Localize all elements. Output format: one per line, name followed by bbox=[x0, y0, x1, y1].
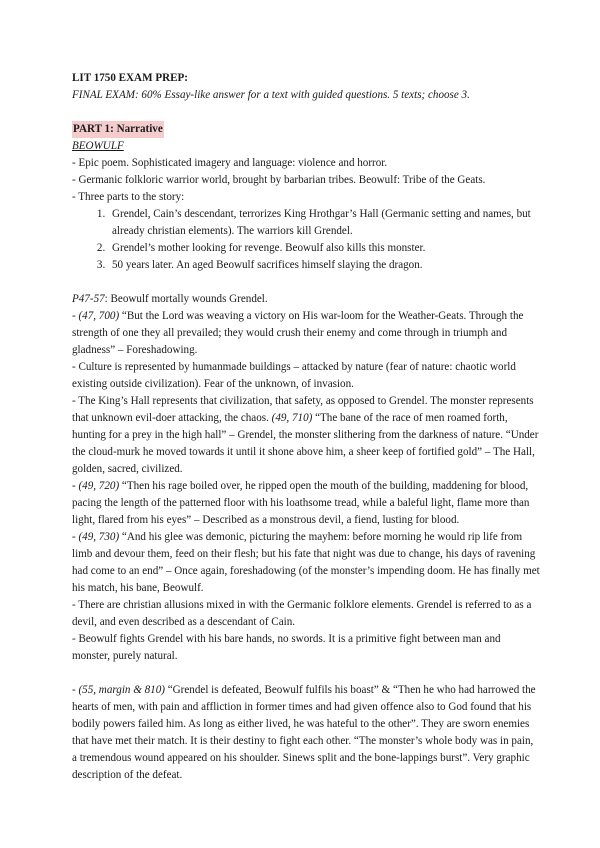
page-reference: (49, 710) bbox=[271, 412, 313, 424]
page-reference: (55, margin & 810) bbox=[78, 684, 165, 696]
exam-description: FINAL EXAM: 60% Essay-like answer for a text with guided questions. 5 texts; choose 3. bbox=[72, 89, 470, 101]
page-reference: P47-57 bbox=[72, 293, 105, 305]
page-reference: (49, 720) bbox=[78, 480, 120, 492]
list-item: 1. Grendel, Cain’s descendant, terrorizes King Hrothgar’s Hall (Germanic setting and names, but already christian elements). The warriors kill Grendel. bbox=[108, 206, 540, 240]
note-paragraph: - (49, 720) “Then his rage boiled over, he ripped open the mouth of the building, maddening for blood, pacing the length of the patterned floor with his loathsome tread, while a baleful light, flame more than light, flared from his eyes” – Described as a monstrous devil, a fiend, lusting for blood. bbox=[72, 480, 530, 526]
book-title: BEOWULF bbox=[72, 140, 124, 152]
note-text: “Grendel is defeated, Beowulf fulfils his boast” & “Then he who had harrowed the hearts of men, with pain and affliction in former times and had given offence also to God found that his bodily powers failed him. As long as either lived, he was hateful to the other”. They are sworn enemies that have met their match. It is their destiny to fight each other. “The monster’s whole body was in pain, a tremendous wound appeared on his shoulder. Sinews split and the bone-lappings burst”. Very graphic description of the defeat. bbox=[72, 684, 536, 781]
note-text: - The King’s Hall represents that civilization, that safety, as opposed to Grendel. The monster represents that unknown evil-doer attacking, the chaos. bbox=[72, 395, 534, 424]
note-paragraph bbox=[72, 291, 540, 308]
note-paragraph: - (49, 730) “And his glee was demonic, picturing the mayhem: before morning he would rip life from limb and devour them, feed on their flesh; but his fate that night was due to change, his days of ravening had come to an end” – Once again, foreshadowing (of the monster’s impending doom. He has finally met his match, his bane, Beowulf. bbox=[72, 531, 540, 594]
part-heading: PART 1: Narrative bbox=[72, 121, 164, 138]
note-text: “But the Lord was weaving a victory on His war-loom for the Weather-Geats. Through the strength of one they all prevailed; they would crush their enemy and come through in triumph and gladness” – Foreshadowing. bbox=[72, 310, 524, 356]
note-text: : Beowulf mortally wounds Grendel. bbox=[104, 293, 268, 305]
note-paragraph: - There are christian allusions mixed in with the Germanic folklore elements. Grendel is referred to as a devil, and even described as a descendant of Cain. bbox=[72, 599, 532, 628]
document-title: LIT 1750 EXAM PREP: bbox=[72, 72, 188, 84]
page-reference: (49, 730) bbox=[78, 531, 120, 543]
note-paragraph bbox=[72, 393, 540, 478]
note-paragraph: - Beowulf fights Grendel with his bare hands, no swords. It is a primitive fight between man and monster, purely natural. bbox=[72, 633, 501, 662]
page-reference: (47, 700) bbox=[78, 310, 120, 322]
list-item: 3. 50 years later. An aged Beowulf sacrifices himself slaying the dragon. bbox=[108, 257, 540, 274]
bullet-line: - Epic poem. Sophisticated imagery and language: violence and horror. bbox=[72, 157, 388, 169]
note-paragraph: - (47, 700) “But the Lord was weaving a victory on His war-loom for the Weather-Geats. Through the strength of one they all prevailed; they would crush their enemy and come through in triumph and gladness” – Foreshadowing. bbox=[72, 310, 524, 356]
story-parts-list bbox=[72, 206, 540, 274]
note-text: “And his glee was demonic, picturing the mayhem: before morning he would rip life from limb and devour them, feed on their flesh; but his fate that night was due to change, his days of ravening had come to an end” – Once again, foreshadowing (of the monster’s impending doom. He has finally met his match, his bane, Beowulf. bbox=[72, 531, 540, 594]
bullet-line: - Three parts to the story: bbox=[72, 191, 185, 203]
note-paragraph: - Culture is represented by humanmade buildings – attacked by nature (fear of nature: chaotic world existing outside civilization). Fear of the unknown, of invasion. bbox=[72, 361, 516, 390]
document-page bbox=[72, 70, 540, 784]
bullet-line: - Germanic folkloric warrior world, brought by barbarian tribes. Beowulf: Tribe of the Geats. bbox=[72, 174, 486, 186]
note-text: “The bane of the race of men roamed forth, hunting for a prey in the high hall” – Grendel, the monster slithering from the darkness of nature. “Under the cloud-murk he moved towards it until it shone above him, a sheer keep of fortified gold” – The Hall, golden, sacred, civilized. bbox=[72, 412, 539, 475]
note-paragraph: - (55, margin & 810) “Grendel is defeated, Beowulf fulfils his boast” & “Then he who had harrowed the hearts of men, with pain and affliction in former times and had given offence also to God found that his bodily powers failed him. As long as either lived, he was hateful to the other”. They are sworn enemies that have met their match. It is their destiny to fight each other. “The monster’s whole body was in pain, a tremendous wound appeared on his shoulder. Sinews split and the bone-lappings burst”. Very graphic description of the defeat. bbox=[72, 684, 536, 781]
note-text: “Then his rage boiled over, he ripped open the mouth of the building, maddening for blood, pacing the length of the patterned floor with his loathsome tread, while a baleful light, flame more than light, flared from his eyes” – Described as a monstrous devil, a fiend, lusting for blood. bbox=[72, 480, 530, 526]
list-item: 2. Grendel’s mother looking for revenge. Beowulf also kills this monster. bbox=[108, 240, 540, 257]
